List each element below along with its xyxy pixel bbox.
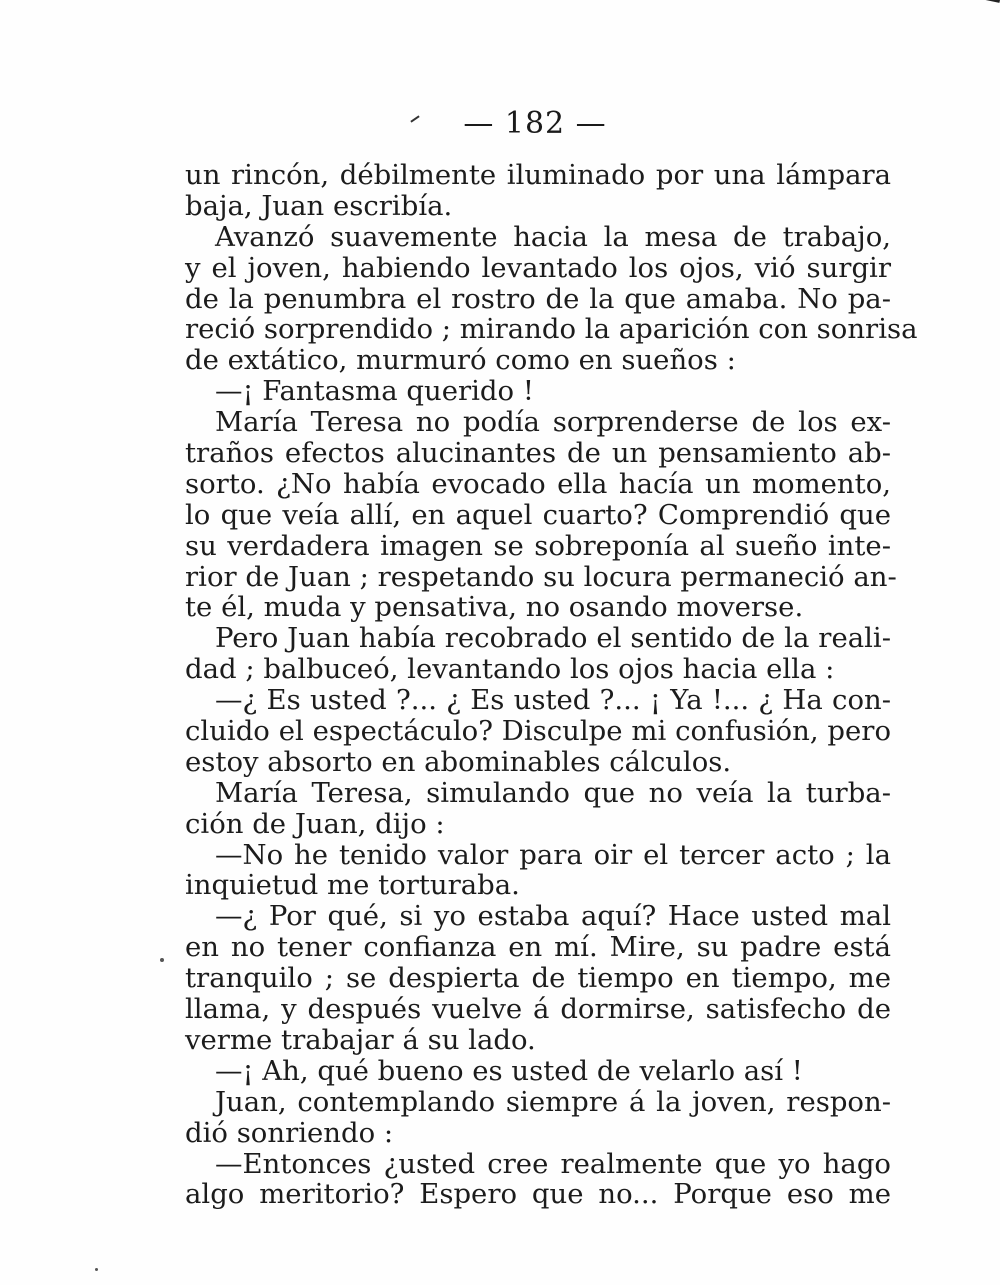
text-line: lo que veía allí, en aquel cuarto? Comprendió que xyxy=(185,498,891,531)
text-line: Avanzó suavemente hacia la mesa de trabajo, xyxy=(215,220,891,253)
text-line: tranquilo ; se despierta de tiempo en tiempo, me xyxy=(185,962,891,995)
text-line: María Teresa, simulando que no veía la turba- xyxy=(215,776,891,809)
text-line: —¡ Ah, qué bueno es usted de velarlo así ! xyxy=(215,1054,803,1087)
text-line: de extático, murmuró como en sueños : xyxy=(185,344,736,377)
text-line: su verdadera imagen se sobreponía al sueño inte- xyxy=(185,529,891,562)
text-line: de la penumbra el rostro de la que amaba. No pa- xyxy=(185,282,891,315)
page-number: — 182 — xyxy=(463,106,607,141)
text-line: ción de Juan, dijo : xyxy=(185,807,445,840)
text-line: verme trabajar á su lado. xyxy=(185,1023,536,1056)
stray-dot xyxy=(160,958,164,962)
text-line: cluido el espectáculo? Disculpe mi confusión, pero xyxy=(185,715,891,748)
text-line: Pero Juan había recobrado el sentido de la reali- xyxy=(215,622,891,655)
text-line: te él, muda y pensativa, no osando moverse. xyxy=(185,591,804,624)
text-line: en no tener confianza en mí. Mire, su padre está xyxy=(185,931,891,964)
text-line: —No he tenido valor para oir el tercer acto ; la xyxy=(215,838,891,871)
text-line: reció sorprendido ; mirando la aparición con sonrisa xyxy=(185,313,918,346)
text-line: rior de Juan ; respetando su locura permaneció an- xyxy=(185,560,897,593)
text-line: traños efectos alucinantes de un pensamiento ab- xyxy=(185,437,891,470)
stray-dot xyxy=(95,1268,98,1271)
text-line: —¡ Fantasma querido ! xyxy=(215,375,534,408)
text-line: María Teresa no podía sorprenderse de los ex- xyxy=(215,406,891,439)
text-line: estoy absorto en abominables cálculos. xyxy=(185,745,732,778)
text-line: algo meritorio? Espero que no... Porque eso me xyxy=(185,1178,891,1211)
text-line: Juan, contemplando siempre á la joven, respon- xyxy=(215,1085,891,1118)
text-line: —¿ Por qué, si yo estaba aquí? Hace usted mal xyxy=(215,900,891,933)
text-line: llama, y después vuelve á dormirse, satisfecho de xyxy=(185,993,891,1026)
text-line: —¿ Es usted ?... ¿ Es usted ?... ¡ Ya !... ¿ Ha con- xyxy=(215,684,891,717)
text-line: dió sonriendo : xyxy=(185,1116,394,1149)
text-line: —Entonces ¿usted cree realmente que yo hago xyxy=(215,1147,891,1180)
text-line: un rincón, débilmente iluminado por una lámpara xyxy=(185,159,891,191)
page-body-text xyxy=(185,159,918,1211)
corner-scan-mark xyxy=(968,0,1000,13)
text-line: baja, Juan escribía. xyxy=(185,189,453,222)
text-line: inquietud me torturaba. xyxy=(185,869,520,902)
text-line: sorto. ¿No había evocado ella hacía un momento, xyxy=(185,467,891,500)
text-line: y el joven, habiendo levantado los ojos, vió surgir xyxy=(185,251,891,284)
text-line: dad ; balbuceó, levantando los ojos hacia ella : xyxy=(185,653,835,686)
